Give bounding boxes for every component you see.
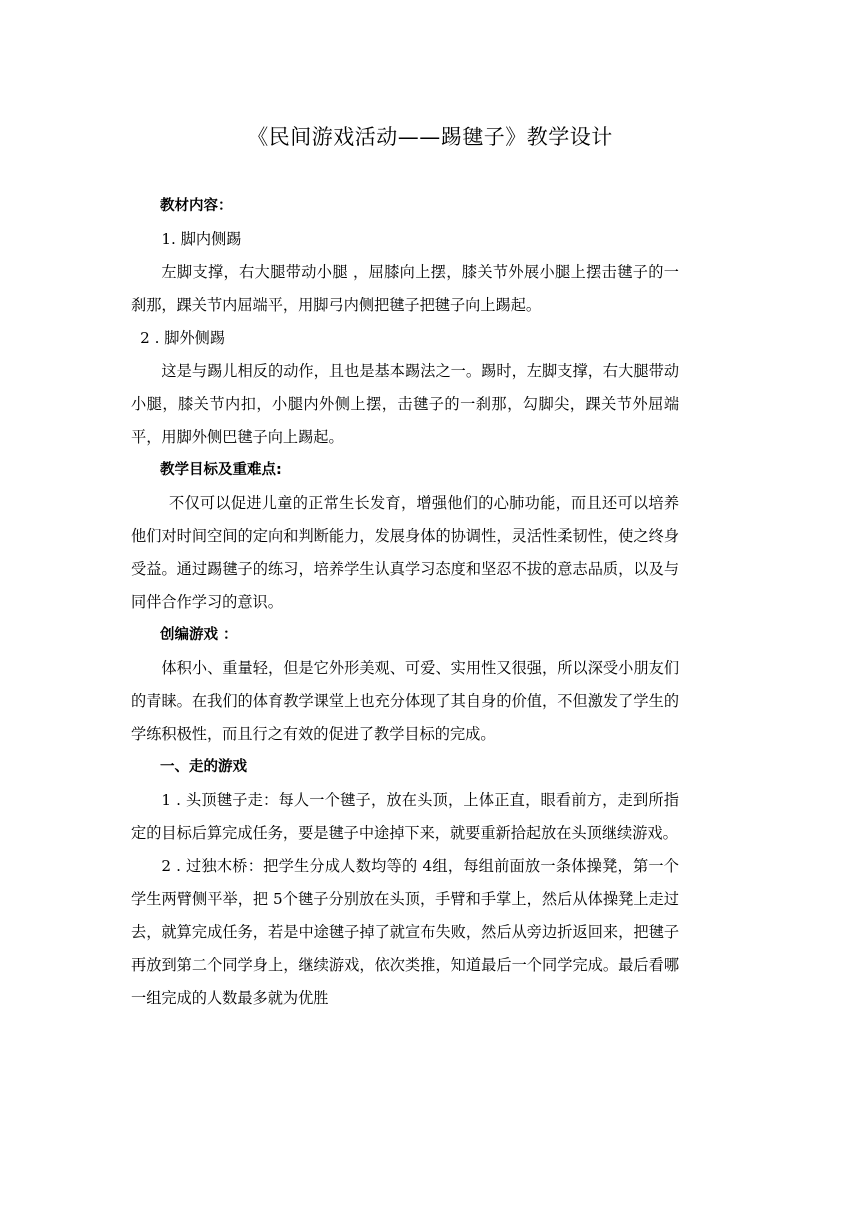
item1-body: 左脚支撑，右大腿带动小腿 ，屈膝向上摆，膝关节外展小腿上摆击毽子的一刹那，踝关节内屈端平，用脚弓内侧把毽子把毽子向上踢起。 xyxy=(131,263,679,314)
goals-heading: 教学目标及重难点: xyxy=(160,462,282,478)
goals-body: 不仅可以促进儿童的正常生长发育，增强他们的心肺功能，而且还可以培养他们对时间空间的定向和判断能力，发展身体的协调性，灵活性柔韧性，使之终身受益。通过踢毽子的练习，培养学生认真学习态度和坚忍不拔的意志品质，以及与同伴合作学习的意识。 xyxy=(131,494,679,611)
item2-title: 2 . 脚外侧踢 xyxy=(140,329,226,347)
games-body: 体积小、重量轻，但是它外形美观、可爱、实用性又很强，所以深受小朋友们的青睐。在我们的体育教学课堂上也充分体现了其自身的价值，不但激发了学生的学练积极性，而且行之有效的促进了教学目标的完成。 xyxy=(131,659,679,743)
document-title: 《民间游戏活动——踢毽子》教学设计 xyxy=(247,125,613,149)
games-heading: 创编游戏 ： xyxy=(160,627,238,643)
document-body xyxy=(131,190,679,1015)
item1-title: 1. 脚内侧踢 xyxy=(161,230,242,248)
item2-body: 这是与踢儿相反的动作，且也是基本踢法之一。踢时，左脚支撑，右大腿带动小腿，膝关节内扣，小腿内外侧上摆，击毽子的一刹那，勾脚尖，踝关节外屈端平，用脚外侧巴毽子向上踢起。 xyxy=(131,362,679,446)
game1-text: 1 . 头顶毽子走：每人一个毽子，放在头顶，上体正直，眼看前方，走到所指定的目标后算完成任务，要是毽子中途掉下来，就要重新拾起放在头顶继续游戏。 xyxy=(131,791,679,842)
game2-text: 2 . 过独木桥：把学生分成人数均等的 4组，每组前面放一条体操凳，第一个学生两臂侧平举，把 5个毽子分别放在头顶，手臂和手掌上，然后从体操凳上走过去，就算完成任务，若是中途毽子掉了就宣布失败，然后从旁边折返回来，把毽子再放到第二个同学身上，继续游戏，依次类推，知道最后一个同学完成。最后看哪一组完成的人数最多就为优胜 xyxy=(131,857,679,1007)
materials-heading: 教材内容： xyxy=(160,198,233,214)
walking-games-heading: 一、走的游戏 xyxy=(160,759,247,775)
